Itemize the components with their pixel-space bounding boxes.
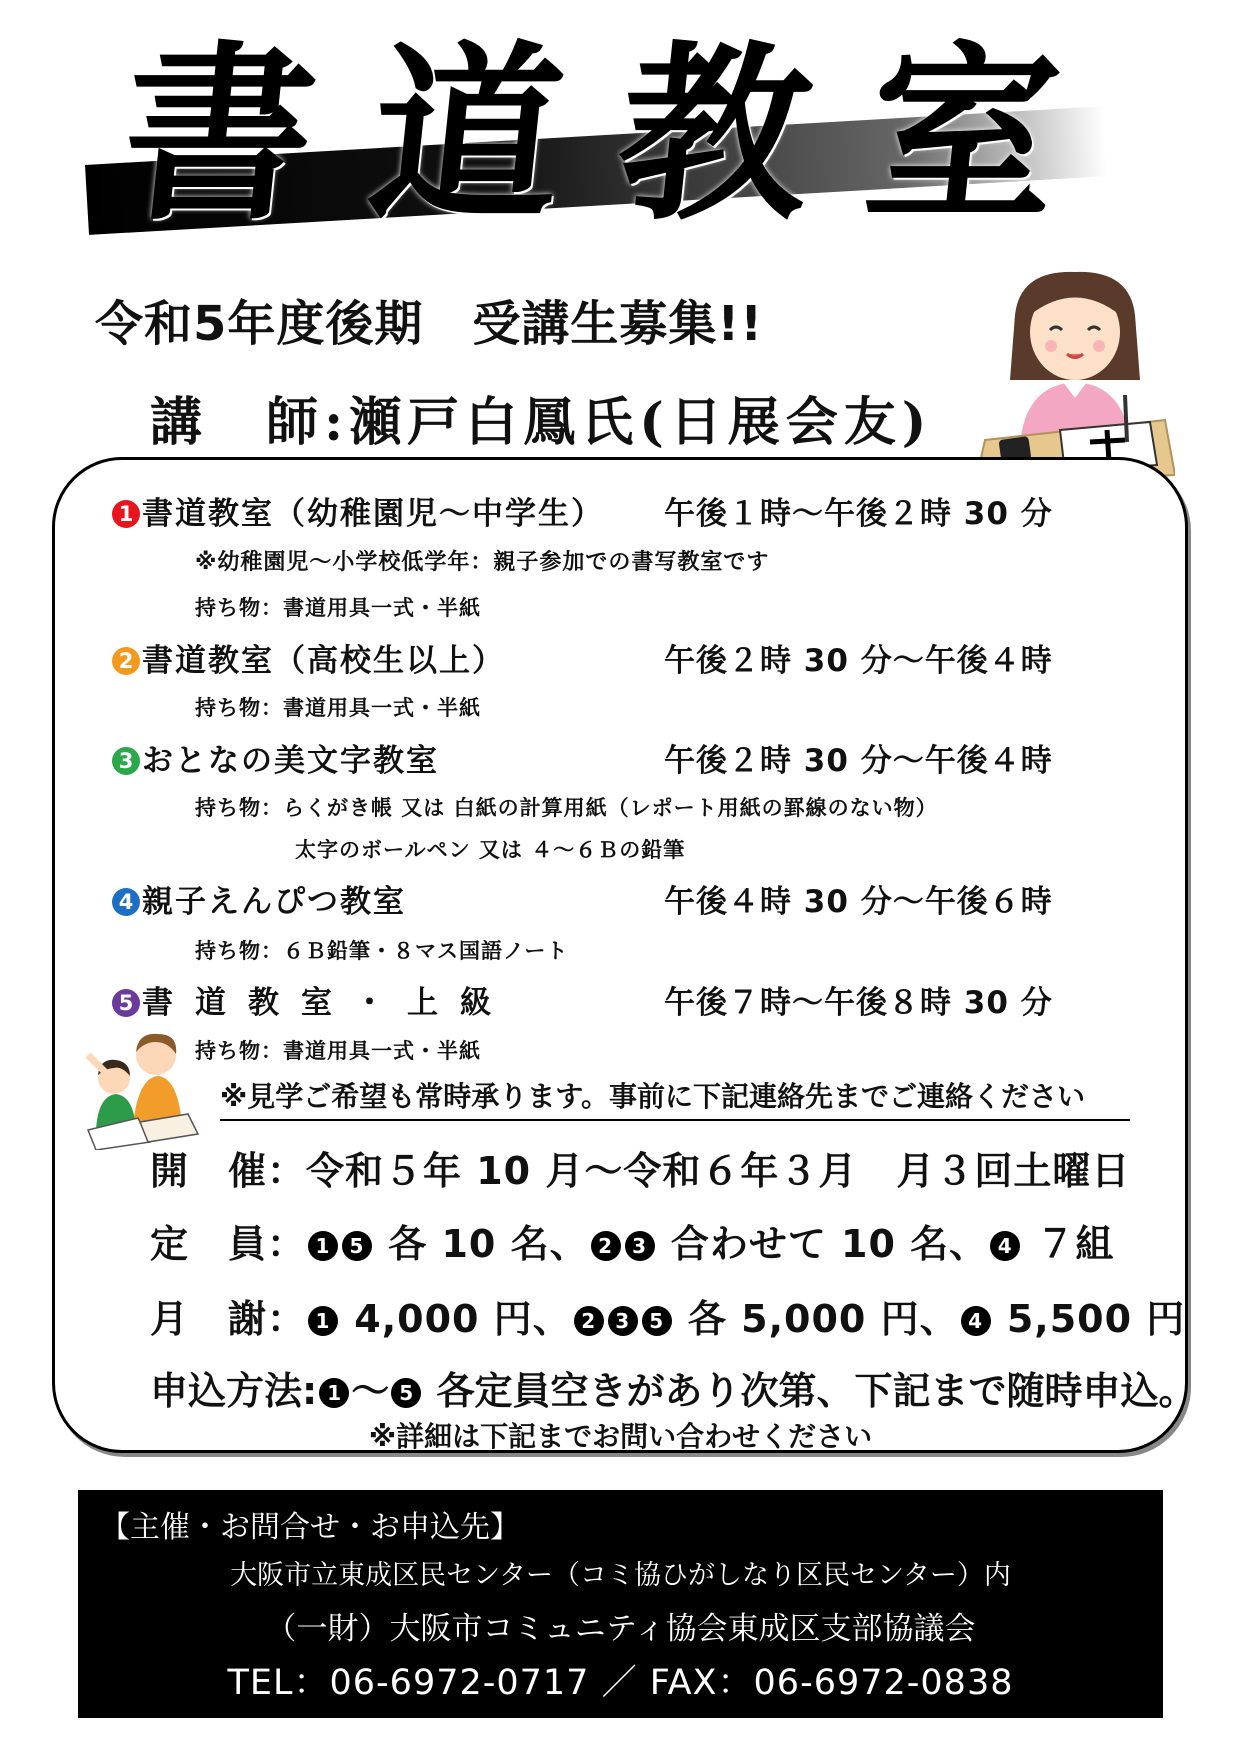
course-time: 午後２時 30 分～午後４時 bbox=[664, 743, 1053, 779]
info-value: 各定員空きがあり次第、下記まで随時申込。 bbox=[436, 1369, 1197, 1413]
course-items: 持ち物：らくがき帳 又は 白紙の計算用紙（レポート用紙の罫線のない物） bbox=[195, 796, 938, 820]
info-value: ７組 bbox=[1036, 1222, 1115, 1266]
info-value: 各 10 名、 bbox=[388, 1222, 589, 1266]
info-value: 5,500 円 bbox=[1006, 1297, 1186, 1341]
course-number-badge: 5 bbox=[112, 989, 140, 1017]
page-title: 書道教室 bbox=[112, 23, 1128, 246]
number-badge: 1 bbox=[308, 1231, 338, 1261]
info-value: 各 5,000 円、 bbox=[687, 1297, 959, 1341]
course-time: 午後２時 30 分～午後４時 bbox=[664, 643, 1053, 679]
info-fee bbox=[150, 1288, 1185, 1343]
number-badge: 5 bbox=[342, 1231, 372, 1261]
info-value: 令和５年 10 月～令和６年３月 月３回土曜日 bbox=[306, 1149, 1131, 1193]
course-items: 持ち物：書道用具一式・半紙 bbox=[195, 1039, 481, 1063]
footer-heading: 【主催・お問合せ・お申込先】 bbox=[100, 1510, 520, 1545]
course-label: 親子えんぴつ教室 bbox=[142, 884, 406, 920]
info-key: 定 員： bbox=[150, 1222, 307, 1266]
footer-organizer: （一財）大阪市コミュニティ協会東成区支部協議会 bbox=[265, 1611, 976, 1647]
number-badge: 1 bbox=[308, 1306, 338, 1336]
info-tilde: ～ bbox=[351, 1369, 390, 1413]
course-items: 持ち物：書道用具一式・半紙 bbox=[195, 596, 481, 620]
number-badge: 3 bbox=[625, 1231, 655, 1261]
course-label: おとなの美文字教室 bbox=[142, 743, 439, 779]
detail-note: ※詳細は下記までお問い合わせください bbox=[368, 1420, 873, 1453]
course-1 bbox=[112, 488, 1112, 533]
course-label: 書道教室（幼稚園児～中学生） bbox=[142, 496, 604, 532]
footer-phone-fax: TEL：06-6972-0717 ／ FAX：06-6972-0838 bbox=[227, 1663, 1014, 1703]
lecturer-line: 講 師:瀬戸白鳳氏(日展会友) bbox=[150, 392, 933, 453]
course-number-badge: 3 bbox=[112, 747, 140, 775]
course-4 bbox=[112, 876, 1112, 921]
course-time: 午後７時～午後８時 30 分 bbox=[664, 985, 1053, 1021]
course-number-badge: 2 bbox=[112, 647, 140, 675]
contact-footer bbox=[78, 1490, 1163, 1718]
recruitment-subtitle: 令和5年度後期 受講生募集!! bbox=[95, 296, 764, 352]
course-note: ※幼稚園児～小学校低学年：親子参加での書写教室です bbox=[195, 550, 770, 575]
number-badge: 2 bbox=[574, 1306, 604, 1336]
course-3 bbox=[112, 735, 1112, 780]
number-badge: 1 bbox=[319, 1378, 349, 1408]
info-key: 申込方法: bbox=[150, 1369, 318, 1413]
number-badge: 2 bbox=[591, 1231, 621, 1261]
course-items: 持ち物：書道用具一式・半紙 bbox=[195, 696, 481, 720]
course-items: 持ち物：６Ｂ鉛筆・８マス国語ノート bbox=[195, 939, 569, 963]
course-time: 午後１時～午後２時 30 分 bbox=[664, 496, 1053, 532]
info-apply bbox=[150, 1360, 1196, 1415]
course-5 bbox=[112, 977, 1112, 1022]
number-badge: 4 bbox=[961, 1306, 991, 1336]
info-schedule bbox=[150, 1140, 1130, 1195]
footer-venue: 大阪市立東成区民センター（コミ協ひがしなり区民センター）内 bbox=[230, 1560, 1011, 1591]
course-items-cont: 太字のボールペン 又は ４～６Ｂの鉛筆 bbox=[295, 838, 686, 862]
number-badge: 3 bbox=[608, 1306, 638, 1336]
visit-notice: ※見学ご希望も常時承ります。事前に下記連絡先までご連絡ください bbox=[220, 1075, 1130, 1121]
info-key: 月 謝： bbox=[150, 1297, 307, 1341]
course-label: 書道教室（高校生以上） bbox=[142, 643, 505, 679]
info-key: 開 催： bbox=[150, 1149, 307, 1193]
number-badge: 4 bbox=[990, 1231, 1020, 1261]
course-number-badge: 1 bbox=[112, 500, 140, 528]
info-value: 合わせて 10 名、 bbox=[670, 1222, 989, 1266]
course-number-badge: 4 bbox=[112, 888, 140, 916]
course-time: 午後４時 30 分～午後６時 bbox=[664, 884, 1053, 920]
course-2 bbox=[112, 635, 1112, 680]
number-badge: 5 bbox=[642, 1306, 672, 1336]
info-value: 4,000 円、 bbox=[354, 1297, 572, 1341]
number-badge: 5 bbox=[391, 1378, 421, 1408]
course-label: 書道教室・上級 bbox=[142, 985, 513, 1021]
parent-child-illustration bbox=[78, 1030, 208, 1150]
info-capacity bbox=[150, 1213, 1114, 1268]
